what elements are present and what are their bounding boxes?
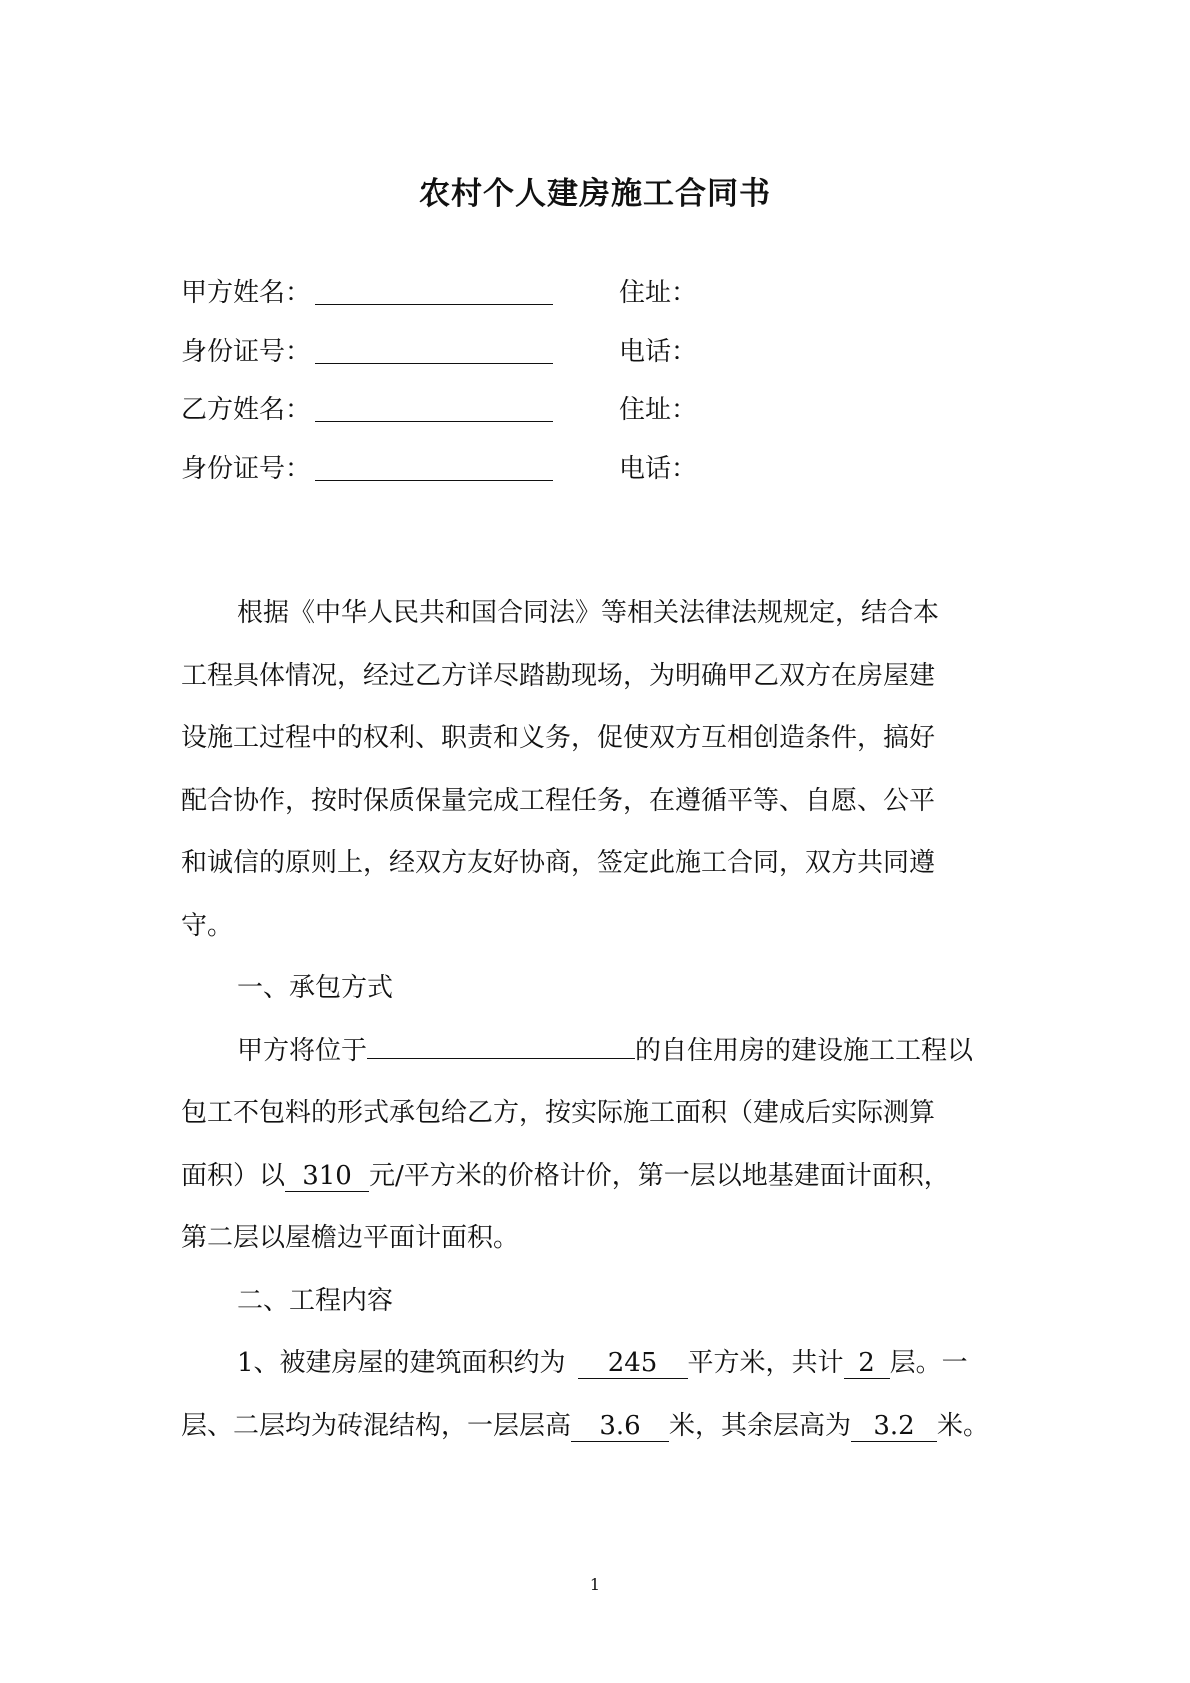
- item1-after: 层。一: [889, 1348, 968, 1378]
- section1-line1-before: 甲方将位于: [237, 1036, 368, 1066]
- price-value: 310: [285, 1161, 369, 1192]
- first-floor-height-value: 3.6: [571, 1411, 669, 1442]
- party-b-name-label: 乙方姓名：: [181, 395, 312, 425]
- section1-line1-after: 的自住用房的建设施工工程以: [635, 1036, 974, 1066]
- intro-line: 配合协作，按时保质保量完成工程任务，在遵循平等、自愿、公平: [181, 786, 936, 816]
- section1-line1: [237, 1034, 973, 1068]
- party-b-id-row: [181, 452, 553, 486]
- section-heading-contract-method: 一、承包方式: [237, 973, 394, 1003]
- party-a-id-row: [181, 335, 553, 369]
- party-a-address-label: 住址：: [619, 278, 698, 308]
- intro-line: 设施工过程中的权利、职责和义务，促使双方互相创造条件，搞好: [181, 723, 936, 753]
- section1-line2: 包工不包料的形式承包给乙方，按实际施工面积（建成后实际测算: [181, 1098, 936, 1128]
- section1-line3-before: 面积）以: [181, 1161, 286, 1191]
- party-b-id-label: 身份证号：: [181, 454, 312, 484]
- item1-mid: 平方米，共计: [687, 1348, 844, 1378]
- section-heading-project-content: 二、工程内容: [237, 1286, 394, 1316]
- intro-line: 和诚信的原则上，经双方友好协商，签定此施工合同，双方共同遵: [181, 848, 936, 878]
- item1-line2-before: 层、二层均为砖混结构，一层层高: [181, 1411, 572, 1441]
- intro-line: 守。: [181, 911, 234, 941]
- section2-item1-line2: [181, 1409, 989, 1443]
- intro-line: 根据《中华人民共和国合同法》等相关法律法规规定，结合本: [237, 598, 940, 628]
- party-b-address-label: 住址：: [619, 395, 698, 425]
- other-floor-height-value: 3.2: [851, 1411, 937, 1442]
- item1-line2-after: 米。: [937, 1411, 990, 1441]
- item1-before: 1、被建房屋的建筑面积约为: [237, 1348, 566, 1378]
- party-a-name-blank[interactable]: [315, 278, 553, 305]
- party-a-id-blank[interactable]: [315, 337, 553, 364]
- section1-line3-after: 元/平方米的价格计价，第一层以地基建面计面积，: [369, 1161, 950, 1191]
- section1-line4: 第二层以屋檐边平面计面积。: [181, 1223, 520, 1253]
- party-a-id-label: 身份证号：: [181, 337, 312, 367]
- party-a-phone-label: 电话：: [619, 337, 698, 367]
- party-a-name-row: [181, 276, 553, 310]
- floors-value: 2: [844, 1348, 890, 1379]
- intro-line: 工程具体情况，经过乙方详尽踏勘现场，为明确甲乙双方在房屋建: [181, 661, 936, 691]
- location-blank[interactable]: [367, 1058, 635, 1059]
- party-b-name-blank[interactable]: [315, 395, 553, 422]
- section2-item1-line1: [237, 1346, 968, 1380]
- area-value: 245: [578, 1348, 688, 1379]
- party-b-phone-label: 电话：: [619, 454, 698, 484]
- page-title: 农村个人建房施工合同书: [419, 176, 771, 212]
- party-b-name-row: [181, 393, 553, 427]
- party-a-name-label: 甲方姓名：: [181, 278, 312, 308]
- party-b-id-blank[interactable]: [315, 454, 553, 481]
- item1-line2-mid: 米，其余层高为: [669, 1411, 852, 1441]
- page-number: 1: [589, 1575, 601, 1594]
- section1-line3: [181, 1159, 950, 1193]
